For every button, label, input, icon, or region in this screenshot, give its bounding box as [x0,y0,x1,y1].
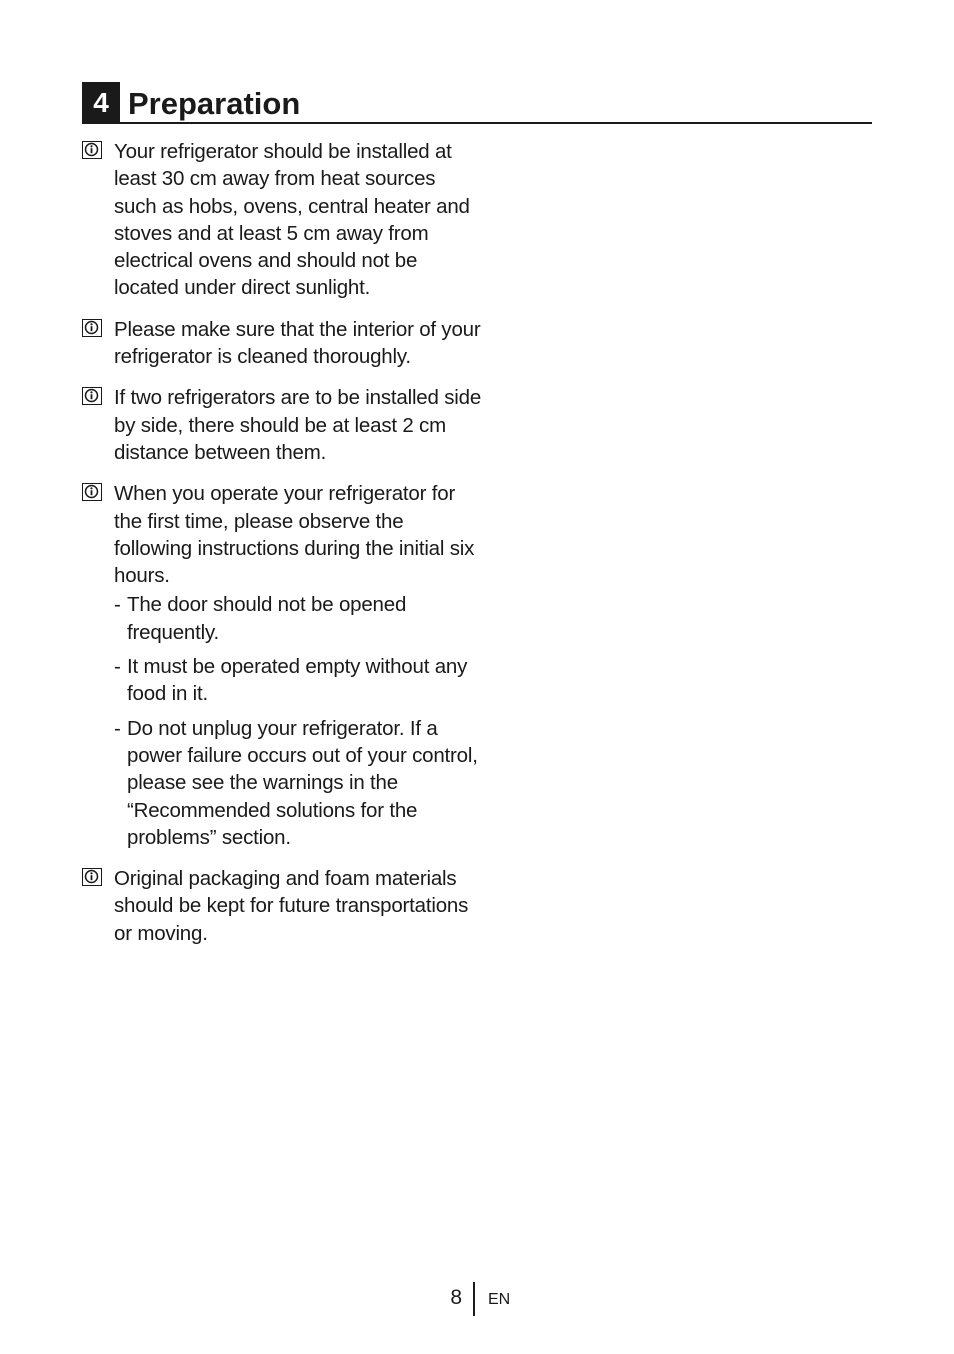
notes-list [82,138,482,961]
section-header [82,82,872,124]
info-icon [82,483,102,501]
note-text: Your refrigerator should be installed at least 30 cm away from heat sources such as hobs, ovens, central heater and stoves and at least 5 cm away from electrical ovens and should not be located under direct sunlight. [114,140,470,300]
instruction-list [114,591,482,851]
list-item-text: The door should not be opened frequently. [127,593,407,644]
dash-bullet: - [114,655,121,679]
note-item [82,316,482,371]
language-code: EN [488,1291,511,1308]
list-item [114,715,482,851]
note-item [82,480,482,851]
section-number-badge: 4 [82,82,120,122]
note-item [82,865,482,947]
note-text: When you operate your refrigerator for the first time, please observe the following instructions during the initial six hours. [114,482,475,588]
page-number: 8 [450,1286,462,1309]
page-footer [0,1282,954,1316]
note-text: Original packaging and foam materials should be kept for future transportations or moving. [114,867,469,945]
note-text: Please make sure that the interior of your refrigerator is cleaned thoroughly. [114,317,481,369]
list-item [114,591,482,646]
note-text: If two refrigerators are to be installed side by side, there should be at least 2 cm distance between them. [114,386,482,464]
note-item [82,384,482,466]
dash-bullet: - [114,716,121,740]
dash-bullet: - [114,593,121,617]
footer-divider [473,1282,475,1316]
info-icon [82,141,102,159]
list-item-text: Do not unplug your refrigerator. If a power failure occurs out of your control, please see the warnings in the “Recommended solutions for the problems” section. [127,716,478,849]
info-icon [82,319,102,337]
section-title: Preparation [128,86,301,121]
info-icon [82,868,102,886]
list-item-text: It must be operated empty without any food in it. [127,655,468,706]
note-item [82,138,482,302]
info-icon [82,387,102,405]
list-item [114,653,482,708]
